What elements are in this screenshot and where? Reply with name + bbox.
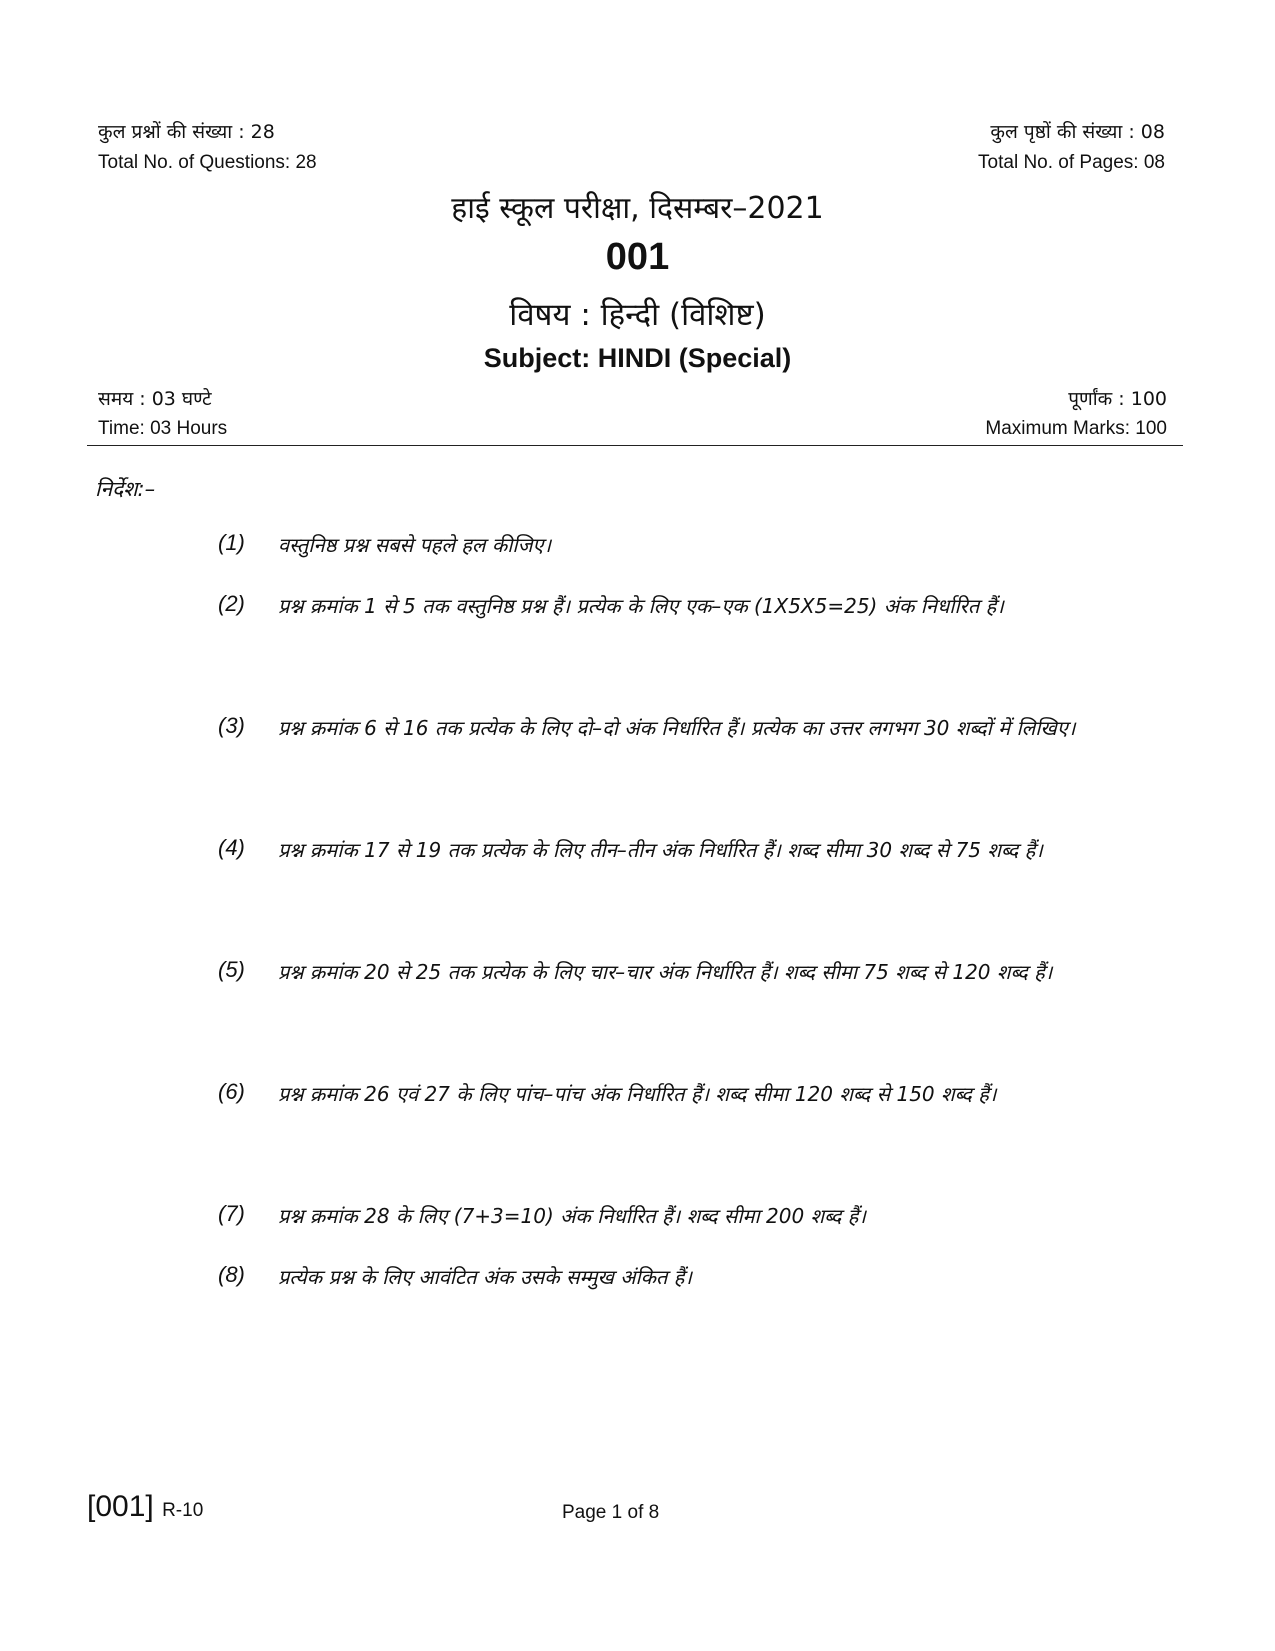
paper-code: 001 xyxy=(605,236,670,278)
item-number: (5) xyxy=(218,957,245,982)
header-divider xyxy=(87,445,1183,446)
item-text: प्रश्न क्रमांक 26 एवं 27 के लिए पांच–पांच अंक निर्धारित हैं। शब्द सीमा 120 शब्द से 150 शब्द हैं। xyxy=(278,1082,997,1106)
footer-paper-code xyxy=(87,1490,203,1524)
item-number: (4) xyxy=(218,835,245,860)
item-number: (6) xyxy=(218,1079,245,1104)
total-pages-hindi: कुल पृष्ठों की संख्या : 08 xyxy=(990,121,1165,143)
item-text: प्रश्न क्रमांक 20 से 25 तक प्रत्येक के लिए चार–चार अंक निर्धारित हैं। शब्द सीमा 75 शब्द से 120 शब्द हैं। xyxy=(278,960,1053,984)
max-marks-english: Maximum Marks: 100 xyxy=(985,418,1167,439)
item-text: प्रश्न क्रमांक 28 के लिए (7+3=10) अंक निर्धारित हैं। शब्द सीमा 200 शब्द हैं। xyxy=(278,1204,866,1228)
footer-code-suffix: R-10 xyxy=(162,1500,204,1521)
item-number: (7) xyxy=(218,1201,245,1226)
subject-english: Subject: HINDI (Special) xyxy=(483,343,792,373)
item-text: प्रश्न क्रमांक 1 से 5 तक वस्तुनिष्ठ प्रश्न हैं। प्रत्येक के लिए एक–एक (1X5X5=25) अंक निर्धारित हैं। xyxy=(278,594,1004,618)
item-text: प्रश्न क्रमांक 17 से 19 तक प्रत्येक के लिए तीन–तीन अंक निर्धारित हैं। शब्द सीमा 30 शब्द से 75 शब्द हैं। xyxy=(278,838,1043,862)
total-questions-english: Total No. of Questions: 28 xyxy=(98,152,317,173)
page-number: Page 1 of 8 xyxy=(562,1502,660,1523)
item-number: (3) xyxy=(218,713,245,738)
item-number: (1) xyxy=(218,530,245,555)
time-english: Time: 03 Hours xyxy=(98,418,228,439)
item-number: (2) xyxy=(218,591,245,616)
total-questions-hindi: कुल प्रश्नों की संख्या : 28 xyxy=(98,121,275,143)
item-text: प्रश्न क्रमांक 6 से 16 तक प्रत्येक के लिए दो–दो अंक निर्धारित हैं। प्रत्येक का उत्तर लगभग 30 शब्दों में लिखिए। xyxy=(278,716,1076,740)
max-marks-hindi: पूर्णांक : 100 xyxy=(1068,388,1167,410)
footer-code: [001] xyxy=(87,1490,154,1523)
exam-title: हाई स्कूल परीक्षा, दिसम्बर–2021 xyxy=(451,191,824,226)
time-hindi: समय : 03 घण्टे xyxy=(98,388,212,410)
item-text: वस्तुनिष्ठ प्रश्न सबसे पहले हल कीजिए। xyxy=(278,533,552,557)
total-pages-english: Total No. of Pages: 08 xyxy=(978,152,1165,173)
item-number: (8) xyxy=(218,1262,245,1287)
item-text: प्रत्येक प्रश्न के लिए आवंटित अंक उसके सम्मुख अंकित हैं। xyxy=(278,1265,692,1289)
instructions-label: निर्देश:– xyxy=(95,477,156,501)
subject-hindi: विषय : हिन्दी (विशिष्ट) xyxy=(509,297,766,333)
